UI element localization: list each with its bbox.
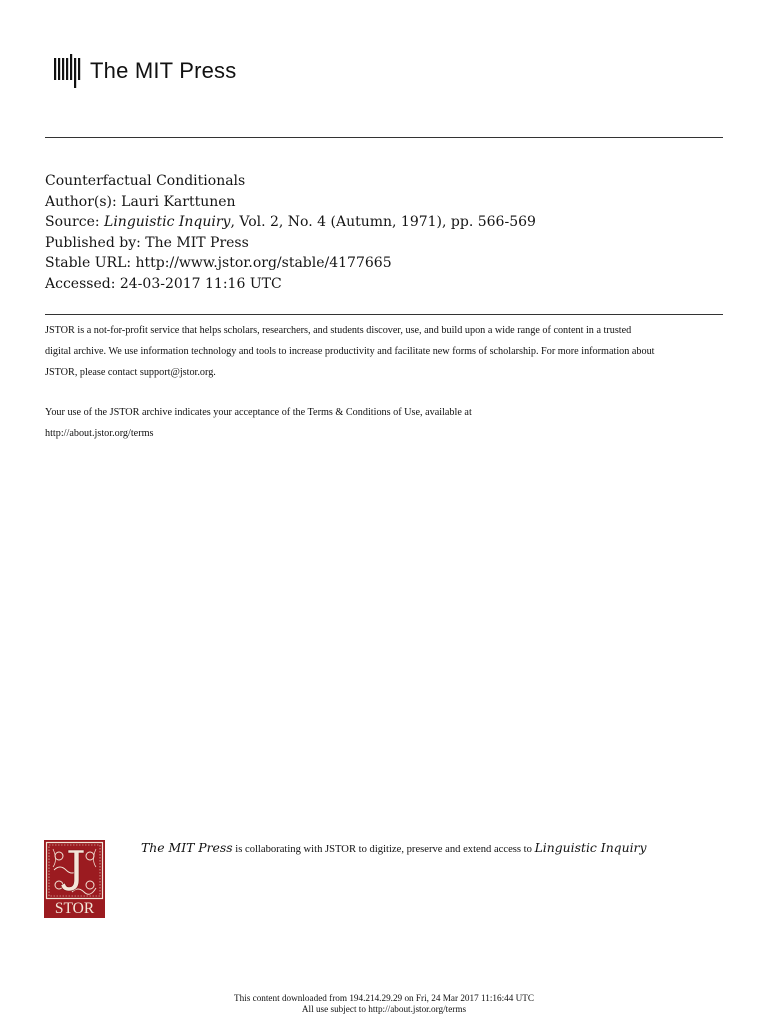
collab-text: is collaborating with JSTOR to digitize, preserve and extend access to: [232, 844, 535, 855]
article-source: [45, 212, 536, 233]
notice-line: JSTOR is a not-for-profit service that helps scholars, researchers, and students discover, use, and build upon a wide range of content in a trusted: [45, 325, 632, 336]
publisher-name: The MIT Press: [90, 58, 237, 83]
publisher-logo: [54, 54, 236, 88]
footer-terms: All use subject to http://about.jstor.org/terms: [301, 1004, 467, 1014]
citation-block: [45, 171, 536, 294]
notice-line: Your use of the JSTOR archive indicates your acceptance of the Terms & Conditions of Use, available at: [45, 407, 472, 418]
collab-publisher: The MIT Press: [141, 840, 233, 855]
jstor-seal-icon: [44, 840, 105, 918]
notice-line: JSTOR, please contact support@jstor.org.: [45, 367, 216, 378]
seal-text: STOR: [54, 900, 95, 917]
collab-journal: Linguistic Inquiry: [534, 840, 647, 855]
terms-notice: [45, 402, 735, 444]
source-prefix: Source:: [45, 214, 105, 230]
article-authors: Author(s): Lauri Karttunen: [45, 193, 236, 210]
footer-download-info: This content downloaded from 194.214.29.29 on Fri, 24 Mar 2017 11:16:44 UTC: [233, 993, 534, 1003]
source-details: , Vol. 2, No. 4 (Autumn, 1971), pp. 566-569: [230, 214, 536, 230]
journal-name: Linguistic Inquiry: [104, 214, 231, 230]
collaboration-statement: [141, 838, 646, 860]
mit-press-barcode-icon: [54, 54, 82, 88]
stable-url[interactable]: Stable URL: http://www.jstor.org/stable/4177665: [45, 255, 392, 271]
notice-line: digital archive. We use information technology and tools to increase productivity and facilitate new forms of scholarship. For more information about: [45, 346, 655, 357]
divider: [45, 137, 723, 138]
published-by: Published by: The MIT Press: [45, 234, 249, 251]
jstor-notice: [45, 320, 735, 383]
divider: [45, 314, 723, 315]
download-footer: [0, 993, 768, 1015]
article-title: Counterfactual Conditionals: [45, 173, 246, 189]
accessed-date: Accessed: 24-03-2017 11:16 UTC: [45, 275, 282, 292]
terms-link[interactable]: http://about.jstor.org/terms: [45, 428, 154, 439]
